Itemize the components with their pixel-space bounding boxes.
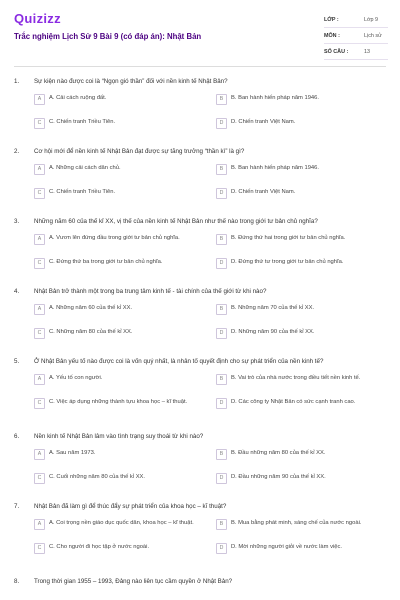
option-text: D. Chiến tranh Việt Nam. <box>231 189 296 195</box>
option-letter-box: D <box>216 258 227 269</box>
option-letter-box: D <box>216 543 227 554</box>
meta-row-count <box>324 44 388 60</box>
option-text: B. Vai trò của nhà nước trong điều tiết nền kinh tế. <box>231 375 361 381</box>
option-letter-box: D <box>216 328 227 339</box>
option-letter-box: B <box>216 304 227 315</box>
option-a[interactable] <box>34 519 204 530</box>
question-text: Những năm 60 của thế kỉ XX, vị thế của nền kinh tế Nhật Bản như thế nào trong giới tư bản chủ nghĩa? <box>34 218 318 225</box>
option-a[interactable] <box>34 304 204 315</box>
option-text: D. Chiến tranh Việt Nam. <box>231 119 296 125</box>
option-letter-box: C <box>34 258 45 269</box>
question-number: 8. <box>14 578 20 585</box>
meta-label: MÔN : <box>324 32 340 39</box>
option-text: A. Những năm 60 của thế kỉ XX. <box>49 305 133 311</box>
meta-label: SỐ CÂU : <box>324 48 349 55</box>
option-text: C. Cuối những năm 80 của thế kỉ XX. <box>49 474 146 480</box>
option-letter-box: B <box>216 94 227 105</box>
option-b[interactable] <box>216 449 388 460</box>
divider <box>14 66 386 67</box>
option-letter-box: C <box>34 473 45 484</box>
option-text: B. Ban hành hiến pháp năm 1946. <box>231 165 319 171</box>
option-a[interactable] <box>34 449 204 460</box>
option-text: B. Mua bằng phát minh, sáng chế của nước ngoài. <box>231 520 362 526</box>
option-b[interactable] <box>216 304 388 315</box>
option-c[interactable] <box>34 543 204 554</box>
option-b[interactable] <box>216 519 388 530</box>
option-a[interactable] <box>34 234 204 245</box>
question-number: 4. <box>14 288 20 295</box>
question-number: 5. <box>14 358 20 365</box>
option-c[interactable] <box>34 258 204 269</box>
option-d[interactable] <box>216 473 388 484</box>
option-letter-box: B <box>216 449 227 460</box>
question-number: 7. <box>14 503 20 510</box>
option-text: C. Việc áp dụng những thành tựu khoa học – kĩ thuật. <box>49 399 188 405</box>
option-text: B. Ban hành hiến pháp năm 1946. <box>231 95 319 101</box>
option-c[interactable] <box>34 473 204 484</box>
option-c[interactable] <box>34 398 204 409</box>
option-b[interactable] <box>216 94 388 105</box>
page-title: Trắc nghiệm Lịch Sử 9 Bài 9 (có đáp án): Nhật Bản <box>14 32 202 41</box>
question-text: Ở Nhật Bản yếu tố nào được coi là vốn quý nhất, là nhân tố quyết định cho sự phát triển của nền kinh tế? <box>34 358 324 365</box>
option-letter-box: C <box>34 398 45 409</box>
option-text: B. Đầu những năm 80 của thế kỉ XX. <box>231 450 326 456</box>
option-b[interactable] <box>216 234 388 245</box>
option-letter-box: B <box>216 164 227 175</box>
question-text: Trong thời gian 1955 – 1993, Đảng nào liên tục cầm quyền ở Nhật Bản? <box>34 578 233 585</box>
option-d[interactable] <box>216 543 388 554</box>
quizizz-logo: Quizizz <box>14 11 61 26</box>
option-c[interactable] <box>34 118 204 129</box>
option-a[interactable] <box>34 374 204 385</box>
option-text: A. Coi trọng nền giáo dục quốc dân, khoa học – kĩ thuật. <box>49 520 194 526</box>
option-letter-box: A <box>34 234 45 245</box>
option-text: D. Các công ty Nhật Bản có sức cạnh tranh cao. <box>231 399 356 405</box>
option-a[interactable] <box>34 94 204 105</box>
question-text: Cơ hội mới để nền kinh tế Nhật Bản đạt được sự tăng trưởng “thần kì” là gì? <box>34 148 245 155</box>
option-letter-box: B <box>216 234 227 245</box>
option-text: A. Sau năm 1973. <box>49 450 96 456</box>
option-text: D. Đứng thứ tư trong giới tư bản chủ nghĩa. <box>231 259 344 265</box>
option-text: C. Chiến tranh Triều Tiên. <box>49 189 116 195</box>
option-letter-box: D <box>216 398 227 409</box>
question-text: Nhật Bản trở thành một trong ba trung tâm kinh tế - tài chính của thế giới từ khi nào? <box>34 288 267 295</box>
option-letter-box: D <box>216 118 227 129</box>
option-a[interactable] <box>34 164 204 175</box>
option-text: B. Đứng thứ hai trong giới tư bản chủ nghĩa. <box>231 235 346 241</box>
question-number: 6. <box>14 433 20 440</box>
meta-value: Lịch sử <box>364 32 382 39</box>
option-text: A. Vươn lên đứng đầu trong giới tư bản chủ nghĩa. <box>49 235 180 241</box>
meta-value: 13 <box>364 48 370 55</box>
option-text: C. Đứng thứ ba trong giới tư bản chủ nghĩa. <box>49 259 163 265</box>
header <box>0 0 400 62</box>
option-c[interactable] <box>34 188 204 199</box>
option-d[interactable] <box>216 258 388 269</box>
option-letter-box: C <box>34 118 45 129</box>
meta-row-subject <box>324 28 388 44</box>
meta-row-grade <box>324 12 388 28</box>
option-text: A. Yếu tố con người. <box>49 375 103 381</box>
option-b[interactable] <box>216 374 388 385</box>
option-text: B. Những năm 70 của thế kỉ XX. <box>231 305 315 311</box>
option-d[interactable] <box>216 398 388 409</box>
option-text: A. Cải cách ruộng đất. <box>49 95 107 101</box>
option-letter-box: A <box>34 164 45 175</box>
option-d[interactable] <box>216 118 388 129</box>
meta-label: LỚP : <box>324 16 339 23</box>
option-letter-box: D <box>216 188 227 199</box>
option-letter-box: A <box>34 94 45 105</box>
question-number: 1. <box>14 78 20 85</box>
option-text: C. Chiến tranh Triều Tiên. <box>49 119 116 125</box>
question-number: 2. <box>14 148 20 155</box>
option-c[interactable] <box>34 328 204 339</box>
question-text: Nhật Bản đã làm gì để thúc đẩy sự phát triển của khoa học – kĩ thuật? <box>34 503 227 510</box>
option-letter-box: A <box>34 449 45 460</box>
option-letter-box: C <box>34 188 45 199</box>
option-letter-box: A <box>34 304 45 315</box>
meta-panel <box>324 12 388 60</box>
option-text: D. Đầu những năm 90 của thế kỉ XX. <box>231 474 326 480</box>
question-text: Nền kinh tế Nhật Bản lâm vào tình trạng suy thoái từ khi nào? <box>34 433 204 440</box>
option-letter-box: A <box>34 519 45 530</box>
option-letter-box: B <box>216 519 227 530</box>
question-number: 3. <box>14 218 20 225</box>
option-text: D. Những năm 90 của thế kỉ XX. <box>231 329 315 335</box>
option-letter-box: C <box>34 328 45 339</box>
option-d[interactable] <box>216 328 388 339</box>
option-letter-box: D <box>216 473 227 484</box>
option-letter-box: B <box>216 374 227 385</box>
meta-value: Lớp 9 <box>364 16 379 23</box>
option-letter-box: A <box>34 374 45 385</box>
option-b[interactable] <box>216 164 388 175</box>
option-d[interactable] <box>216 188 388 199</box>
option-letter-box: C <box>34 543 45 554</box>
option-text: A. Những cải cách dân chủ. <box>49 165 121 171</box>
option-text: D. Mời những người giỏi về nước làm việc. <box>231 544 343 550</box>
question-text: Sự kiện nào được coi là “Ngọn gió thần” đối với nền kinh tế Nhật Bản? <box>34 78 228 85</box>
option-text: C. Cho người đi học tập ở nước ngoài. <box>49 544 150 550</box>
option-text: C. Những năm 80 của thế kỉ XX. <box>49 329 133 335</box>
